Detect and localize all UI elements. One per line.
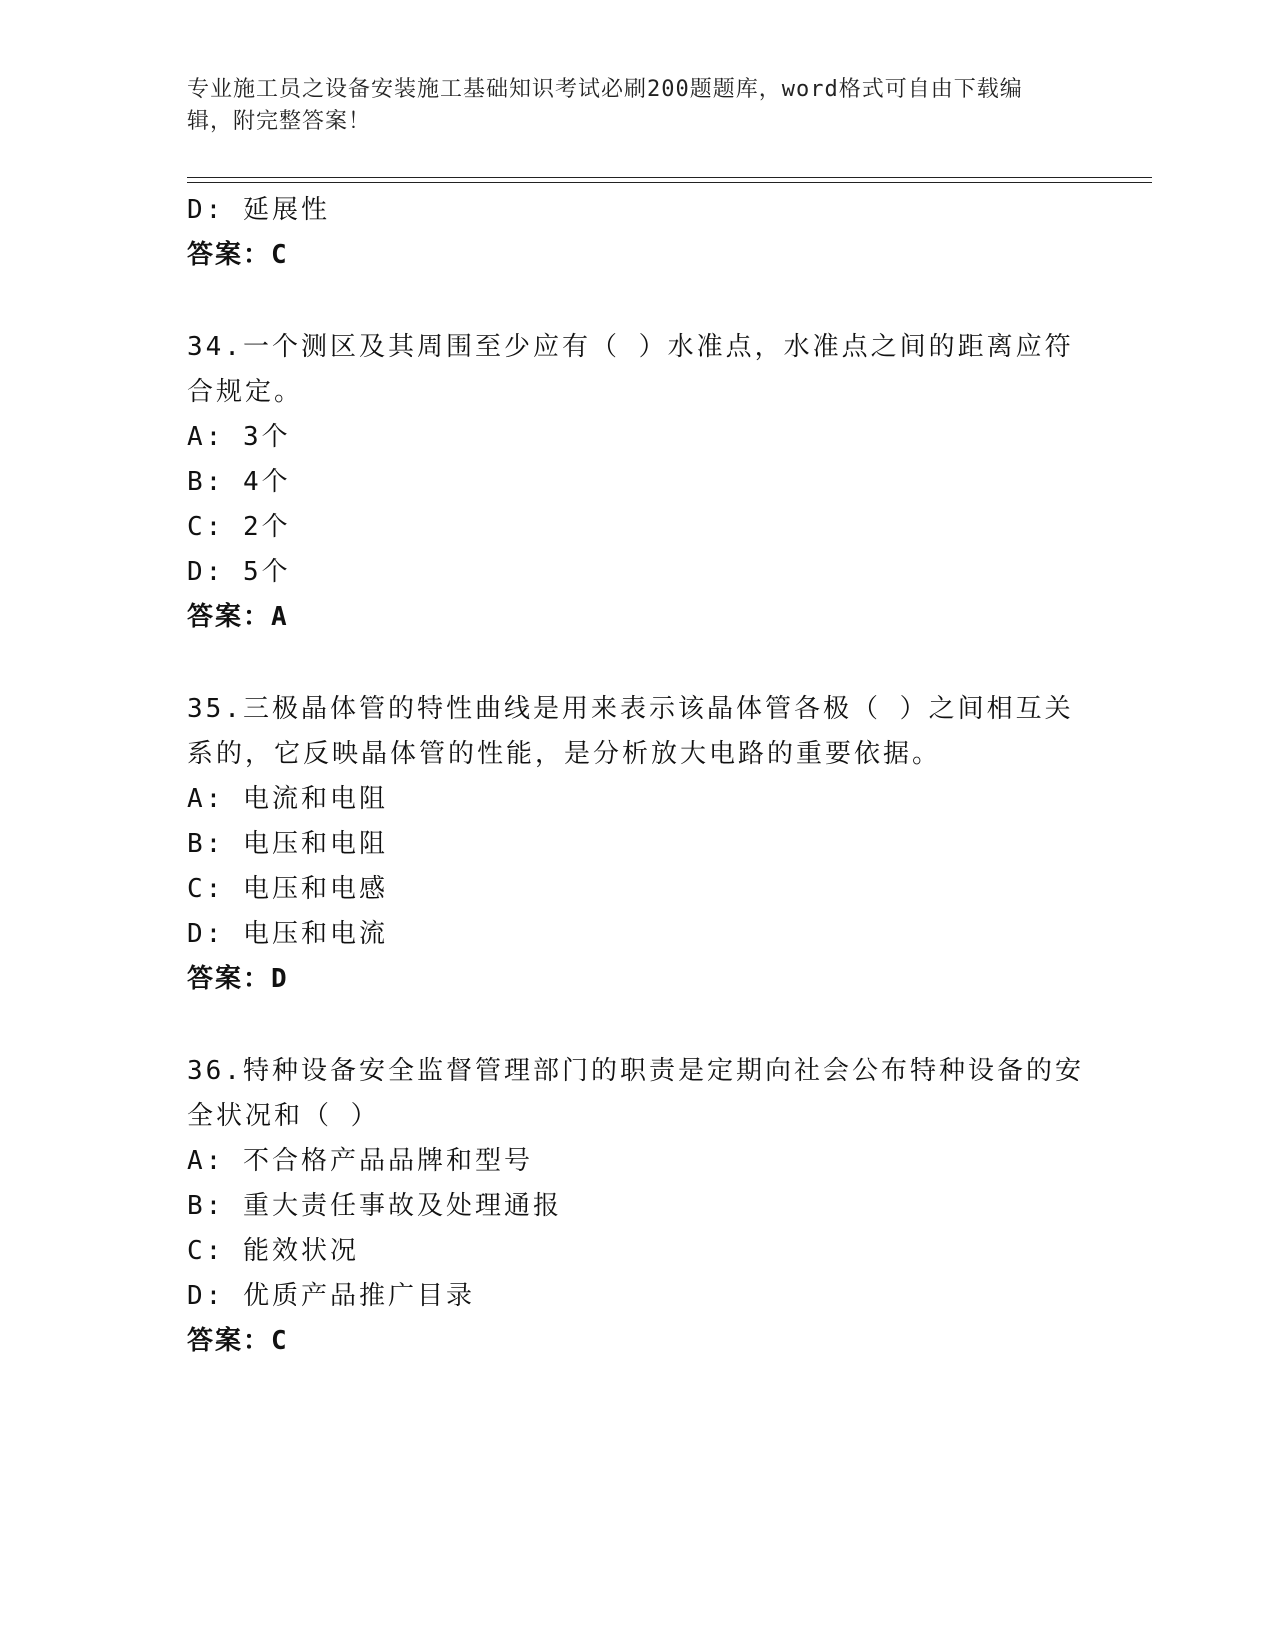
question-text-cont: 合规定。	[187, 377, 304, 407]
document-header: 专业施工员之设备安装施工基础知识考试必刷200题题库，word格式可自由下载编辑，附完整答案！	[187, 77, 1023, 134]
question-text-cont: 系的，它反映晶体管的性能，是分析放大电路的重要依据。	[187, 739, 942, 769]
option-c: C: 电压和电感	[187, 874, 388, 904]
option-b: B: 重大责任事故及处理通报	[187, 1191, 562, 1221]
answer-line: 答案：C	[187, 1326, 289, 1356]
question-text: 36.特种设备安全监督管理部门的职责是定期向社会公布特种设备的安	[187, 1056, 1084, 1086]
question-35	[187, 687, 1087, 1002]
option-c: C: 2个	[187, 512, 291, 542]
header-divider-top	[187, 177, 1152, 178]
question-34	[187, 325, 1087, 640]
option-a: A: 3个	[187, 422, 291, 452]
question-text-cont: 全状况和（ ）	[187, 1101, 380, 1131]
option-d: D: 优质产品推广目录	[187, 1281, 475, 1311]
question-36	[187, 1049, 1087, 1364]
option-b: B: 电压和电阻	[187, 829, 388, 859]
question-text: 35.三极晶体管的特性曲线是用来表示该晶体管各极（ ）之间相互关	[187, 694, 1074, 724]
option-b: B: 4个	[187, 467, 291, 497]
header-divider-bottom	[187, 182, 1152, 183]
question-list	[187, 188, 1087, 1364]
option-a: A: 不合格产品品牌和型号	[187, 1146, 533, 1176]
answer-line: 答案：C	[187, 240, 289, 270]
option-d: D: 延展性	[187, 195, 330, 225]
option-a: A: 电流和电阻	[187, 784, 388, 814]
option-d: D: 电压和电流	[187, 919, 388, 949]
answer-line: 答案：D	[187, 964, 289, 994]
answer-line: 答案：A	[187, 602, 289, 632]
option-d: D: 5个	[187, 557, 291, 587]
option-c: C: 能效状况	[187, 1236, 359, 1266]
question-text: 34.一个测区及其周围至少应有（ ）水准点，水准点之间的距离应符	[187, 332, 1074, 362]
